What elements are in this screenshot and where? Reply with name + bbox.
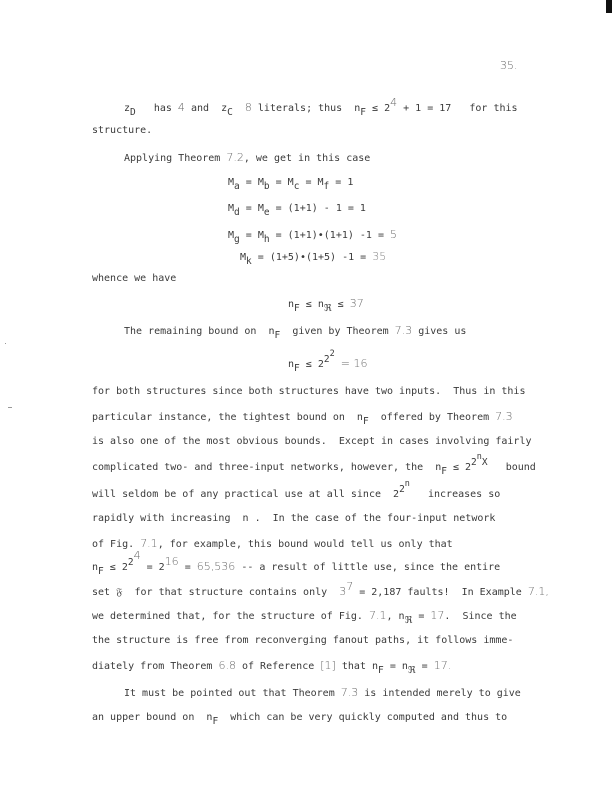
text-line: zD has 4 and zC 8 literals; thus nF ≤ 24 + 1 = 17 for this <box>124 96 518 118</box>
text-line: we determined that, for the structure of Fig. 7.1, nℜ = 17. Since the <box>92 609 517 626</box>
text-line: the structure is free from reconverging fanout paths, it follows imme- <box>92 635 514 646</box>
text-line: particular instance, the tightest bound on nF offered by Theorem 7.3 <box>92 410 513 427</box>
equation: nF ≤ $22^2 = 16$ <box>288 349 368 374</box>
text-line: is also one of the most obvious bounds. Except in cases involving fairly <box>92 436 532 447</box>
text-line: an upper bound on nF which can be very quickly computed and thus to <box>92 712 508 727</box>
equation: Md = Me = (1+1) - 1 = 1 <box>228 203 366 218</box>
equation: Mg = Mh = (1+1)•(1+1) -1 = 5 <box>228 228 398 245</box>
text-line: structure. <box>92 125 153 136</box>
text-line: will seldom be of any practical use at all since 22$^n$ increases so <box>92 479 501 500</box>
margin-dot <box>8 407 12 408</box>
text-line: The remaining bound on nF given by Theorem 7.3 gives us <box>124 324 467 341</box>
equation: nF ≤ nℜ ≤ 37 <box>288 297 364 314</box>
margin-dot <box>5 343 6 344</box>
text-line: rapidly with increasing n . In the case of the four-input network <box>92 513 496 524</box>
page-number: 35. <box>500 59 518 72</box>
text-line: complicated two- and three-input networks, however, the nF ≤ $22^nX$ bound <box>92 452 536 477</box>
text-line: for both structures since both structures have two inputs. Thus in this <box>92 386 526 397</box>
equation: Mk = (1+5)•(1+5) -1 = 35 <box>240 250 387 267</box>
text-line: It must be pointed out that Theorem 7.3 is intended merely to give <box>124 686 521 699</box>
page-edge-mark <box>606 0 612 13</box>
text-line: diately from Theorem 6.8 of Reference [1] that nF = nℜ = 17. <box>92 659 452 676</box>
text-line: set 𝔉 for that structure contains only 37 = 2,187 faults! In Example 7.1, <box>92 580 549 598</box>
equation: Ma = Mb = Mc = Mf = 1 <box>228 177 354 192</box>
text-line: nF ≤ 224 = 216 = 65,536 -- a result of little use, since the entire <box>92 549 501 577</box>
text-line: Applying Theorem 7.2, we get in this case <box>124 151 371 164</box>
text-line: of Fig. 7.1, for example, this bound would tell us only that <box>92 537 453 550</box>
text-line: whence we have <box>92 273 177 284</box>
